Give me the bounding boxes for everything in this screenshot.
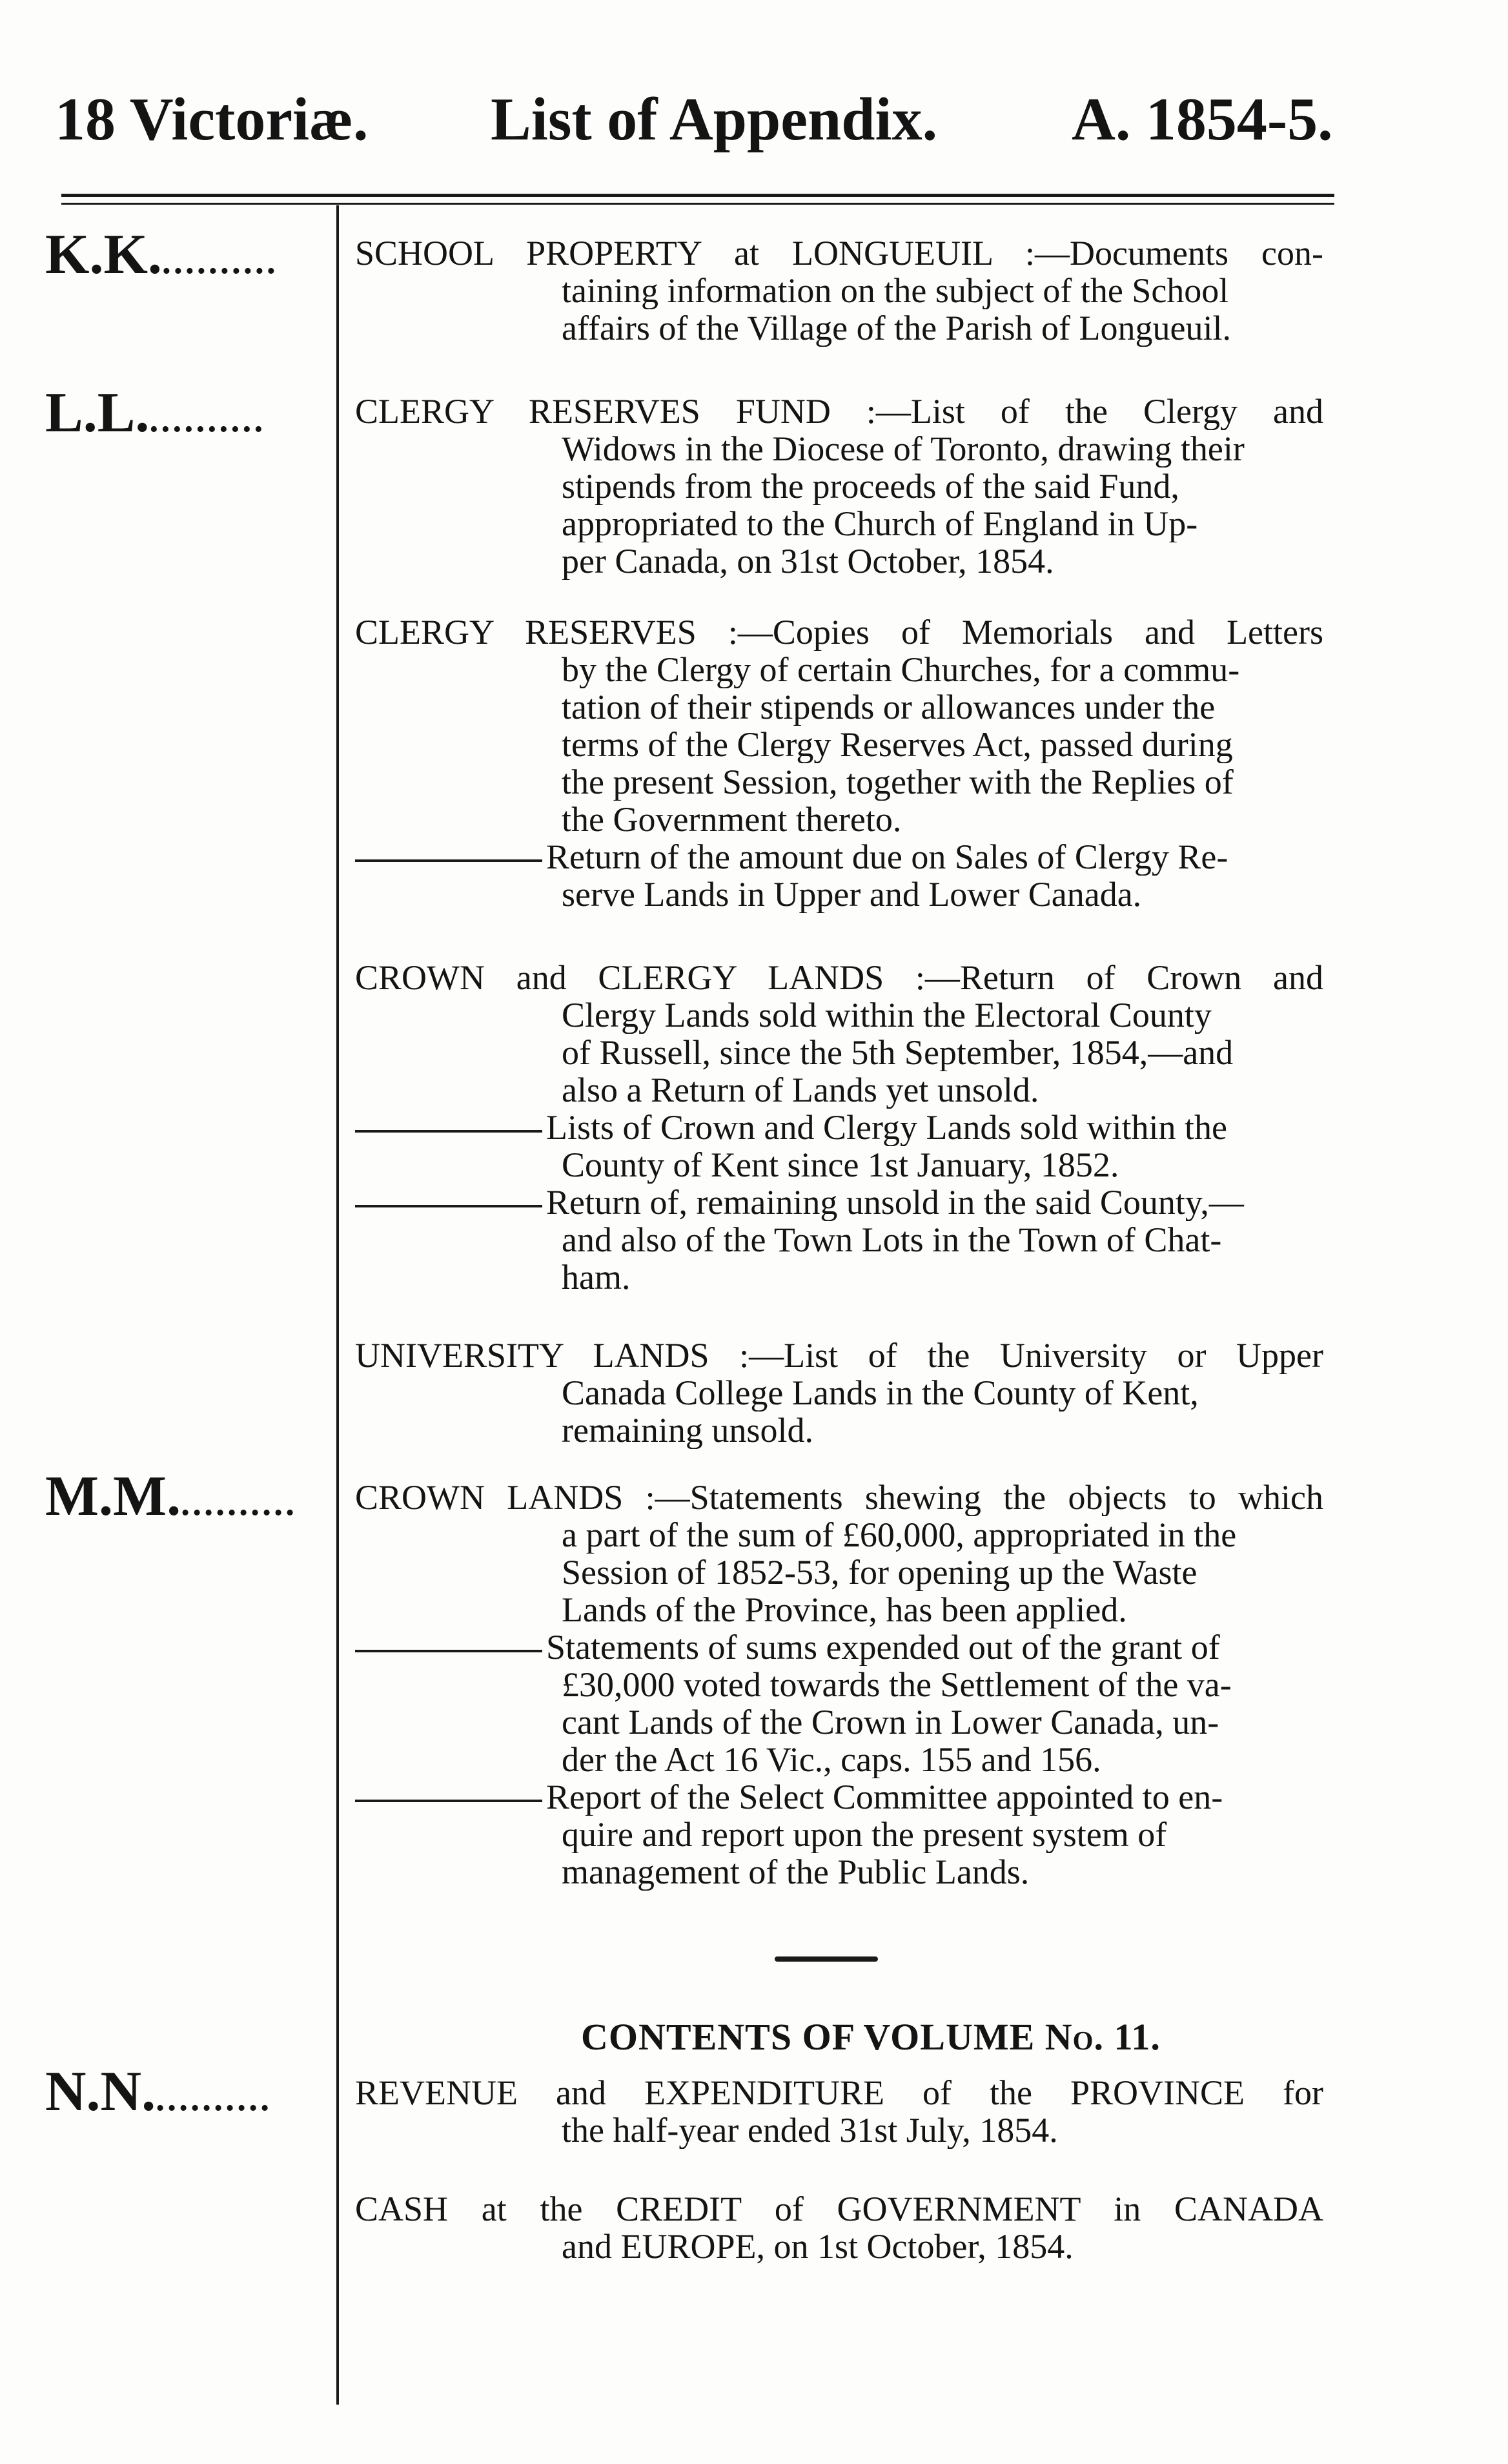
- entry-first-line: CLERGY RESERVES FUND :—List of the Clergy and: [355, 393, 1323, 430]
- sub-entry-text: Return of the amount due on Sales of Clergy Re-: [546, 838, 1228, 876]
- leader-dots: ..........: [161, 241, 278, 282]
- entry-first-line: REVENUE and EXPENDITURE of the PROVINCE for: [355, 2074, 1323, 2111]
- entry-line: the Government thereto.: [562, 801, 902, 838]
- key-label: N.N.: [45, 2060, 156, 2123]
- entry-school-property: [355, 234, 1323, 347]
- entry-line: management of the Public Lands.: [562, 1853, 1030, 1891]
- page-header: [55, 84, 1346, 155]
- ditto-dash: [355, 1205, 542, 1207]
- entry-line: and EUROPE, on 1st October, 1854.: [562, 2228, 1074, 2265]
- entry-revenue-expenditure: [355, 2074, 1323, 2149]
- entry-line: Widows in the Diocese of Toronto, drawing their: [562, 430, 1245, 467]
- entry-line: Clergy Lands sold within the Electoral County: [562, 996, 1212, 1034]
- entry-clergy-reserves: [355, 613, 1323, 913]
- section-key-nn: [45, 2060, 272, 2131]
- header-title: List of Appendix.: [491, 86, 938, 153]
- ditto-dash: [355, 1650, 542, 1652]
- entry-line: a part of the sum of £60,000, appropriated in the: [562, 1516, 1237, 1554]
- sub-entry-text: Statements of sums expended out of the grant of: [546, 1628, 1220, 1666]
- sub-entry-first-line: [355, 1778, 1323, 1816]
- entry-line: per Canada, on 31st October, 1854.: [562, 542, 1054, 580]
- entry-line: Canada College Lands in the County of Kent,: [562, 1374, 1199, 1412]
- entry-crown-and-clergy-lands: [355, 959, 1323, 1296]
- entry-first-line: UNIVERSITY LANDS :—List of the University or Upper: [355, 1337, 1323, 1374]
- entry-line: cant Lands of the Crown in Lower Canada, un-: [562, 1703, 1219, 1741]
- section-key-mm: [45, 1464, 297, 1535]
- section-key-kk: [45, 223, 278, 294]
- sub-entry-text: Return of, remaining unsold in the said County,—: [546, 1184, 1244, 1221]
- entry-line: tation of their stipends or allowances under the: [562, 688, 1216, 726]
- entry-line: Session of 1852-53, for opening up the Waste: [562, 1554, 1197, 1591]
- entry-line: appropriated to the Church of England in Up-: [562, 505, 1198, 542]
- ditto-dash: [355, 859, 542, 862]
- entry-line: serve Lands in Upper and Lower Canada.: [562, 876, 1142, 913]
- section-key-ll: [45, 381, 265, 452]
- entry-cash-credit: [355, 2190, 1323, 2265]
- sub-entry-text: Report of the Select Committee appointed to en-: [546, 1778, 1223, 1816]
- sub-entry-text: Lists of Crown and Clergy Lands sold within the: [546, 1109, 1227, 1146]
- entry-line: taining information on the subject of the School: [562, 272, 1229, 309]
- entry-line: Lands of the Province, has been applied.: [562, 1591, 1127, 1628]
- entry-line: affairs of the Village of the Parish of Longueuil.: [562, 309, 1231, 347]
- leader-dots: ..........: [149, 400, 266, 440]
- header-rule-thin: [61, 203, 1334, 205]
- entry-line: County of Kent since 1st January, 1852.: [562, 1146, 1119, 1184]
- header-rule-thick: [61, 194, 1334, 197]
- sub-entry-first-line: [355, 1628, 1323, 1666]
- entry-first-line: CROWN LANDS :—Statements shewing the objects to which: [355, 1479, 1323, 1516]
- entry-line: ham.: [562, 1258, 631, 1296]
- entry-line: and also of the Town Lots in the Town of Chat-: [562, 1221, 1222, 1258]
- entry-line: der the Act 16 Vic., caps. 155 and 156.: [562, 1741, 1101, 1778]
- leader-dots: ..........: [181, 1483, 298, 1523]
- entry-line: by the Clergy of certain Churches, for a commu-: [562, 651, 1240, 688]
- entry-line: of Russell, since the 5th September, 1854,—and: [562, 1034, 1234, 1071]
- entry-first-line: CROWN and CLERGY LANDS :—Return of Crown and: [355, 959, 1323, 996]
- entry-line: £30,000 voted towards the Settlement of the va-: [562, 1666, 1232, 1703]
- entry-first-line: CLERGY RESERVES :—Copies of Memorials and Letters: [355, 613, 1323, 651]
- entry-university-lands: [355, 1337, 1323, 1449]
- entry-clergy-reserves-fund: [355, 393, 1323, 580]
- header-year: A. 1854-5.: [1072, 86, 1333, 153]
- ditto-dash: [355, 1800, 542, 1802]
- sub-entry-first-line: [355, 838, 1323, 876]
- sub-entry-first-line: [355, 1184, 1323, 1221]
- entry-line: stipends from the proceeds of the said Fund,: [562, 467, 1179, 505]
- column-divider: [336, 205, 339, 2405]
- entry-crown-lands: [355, 1479, 1323, 1891]
- ditto-dash: [355, 1130, 542, 1133]
- entry-line: remaining unsold.: [562, 1412, 813, 1449]
- entry-line: the half-year ended 31st July, 1854.: [562, 2111, 1058, 2149]
- leader-dots: ..........: [156, 2079, 272, 2119]
- entry-line: the present Session, together with the Replies of: [562, 763, 1234, 801]
- entry-first-line: SCHOOL PROPERTY at LONGUEUIL :—Documents con-: [355, 234, 1323, 272]
- entry-line: terms of the Clergy Reserves Act, passed during: [562, 726, 1233, 763]
- entry-line: quire and report upon the present system of: [562, 1816, 1167, 1853]
- entry-first-line: CASH at the CREDIT of GOVERNMENT in CANADA: [355, 2190, 1323, 2228]
- sub-entry-first-line: [355, 1109, 1323, 1146]
- section-separator: [775, 1956, 878, 1962]
- entry-line: also a Return of Lands yet unsold.: [562, 1071, 1039, 1109]
- header-session: 18 Victoriæ.: [55, 86, 369, 153]
- key-label: L.L.: [45, 382, 150, 444]
- key-label: M.M.: [45, 1465, 181, 1528]
- key-label: K.K.: [45, 223, 162, 286]
- volume-heading: CONTENTS OF VOLUME No. 11.: [581, 2016, 1161, 2058]
